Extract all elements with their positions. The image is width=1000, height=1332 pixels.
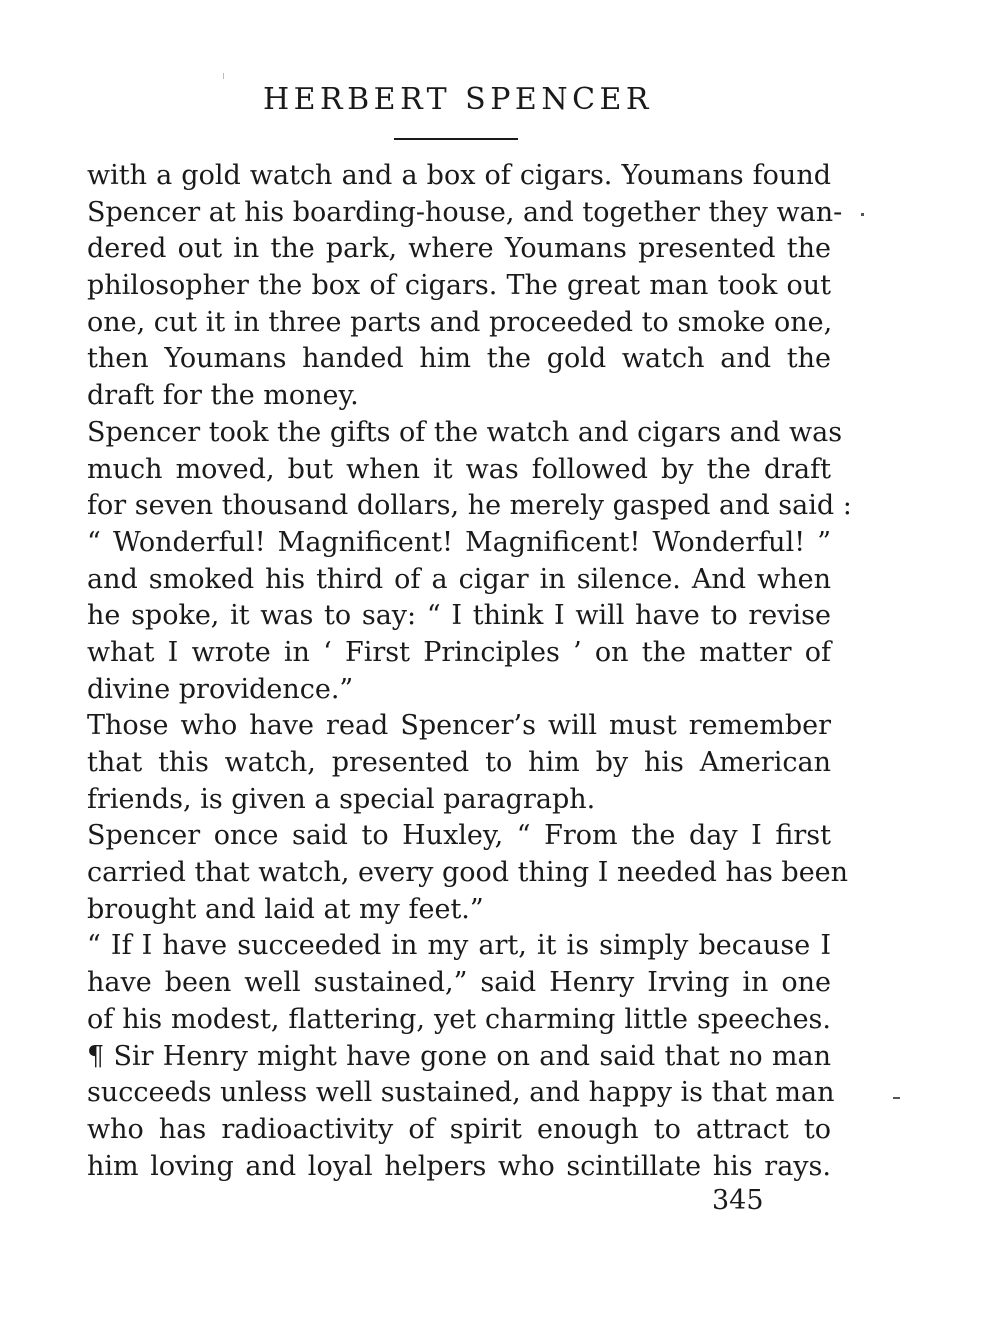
text-line: carried that watch, every good thing I needed has been (87, 857, 849, 889)
text-line: him loving and loyal helpers who scintillate his rays. (87, 1150, 831, 1182)
text-line: divine providence.” (87, 673, 354, 705)
text-line: succeeds unless well sustained, and happy is that man (87, 1077, 835, 1109)
text-line: friends, is given a special paragraph. (87, 783, 596, 815)
text-line: ¶ Sir Henry might have gone on and said that no man (87, 1040, 831, 1072)
running-header: HERBERT SPENCER (262, 82, 654, 117)
text-line: “ Wonderful! Magnificent! Magnificent! Wonderful! ” (87, 526, 831, 558)
text-line: who has radioactivity of spirit enough to attract to (87, 1113, 831, 1145)
text-line: Spencer at his boarding-house, and together they wan- (87, 196, 843, 228)
text-line: brought and laid at my feet.” (87, 893, 484, 925)
text-line: and smoked his third of a cigar in silence. And when (87, 563, 831, 595)
text-line: with a gold watch and a box of cigars. Youmans found (87, 160, 831, 191)
text-line: Those who have read Spencer’s will must remember (87, 710, 831, 742)
body-text (87, 158, 852, 1185)
text-line: draft for the money. (87, 380, 359, 412)
scan-speck (223, 73, 224, 79)
text-line: one, cut it in three parts and proceeded to smoke one, (87, 306, 833, 338)
text-line: dered out in the park, where Youmans presented the (87, 233, 831, 265)
text-line: of his modest, flattering, yet charming little speeches. (87, 1003, 831, 1035)
text-line: he spoke, it was to say: “ I think I will have to revise (87, 600, 831, 632)
scan-speck (861, 213, 864, 216)
text-line: philosopher the box of cigars. The great man took out (87, 270, 831, 302)
page-number: 345 (712, 1185, 764, 1216)
text-line: then Youmans handed him the gold watch and the (87, 343, 831, 375)
text-line: Spencer once said to Huxley, “ From the day I first (87, 820, 831, 852)
text-line: what I wrote in ‘ First Principles ’ on the matter of (87, 636, 831, 668)
text-line: Spencer took the gifts of the watch and cigars and was (87, 416, 843, 448)
header-rule (394, 138, 518, 140)
text-line: much moved, but when it was followed by the draft (87, 453, 831, 485)
text-line: that this watch, presented to him by his American (87, 747, 831, 778)
text-line: “ If I have succeeded in my art, it is simply because I (87, 930, 831, 962)
text-line: for seven thousand dollars, he merely gasped and said : (87, 490, 852, 522)
text-line: have been well sustained,” said Henry Irving in one (87, 967, 831, 999)
scan-speck (893, 1097, 900, 1099)
